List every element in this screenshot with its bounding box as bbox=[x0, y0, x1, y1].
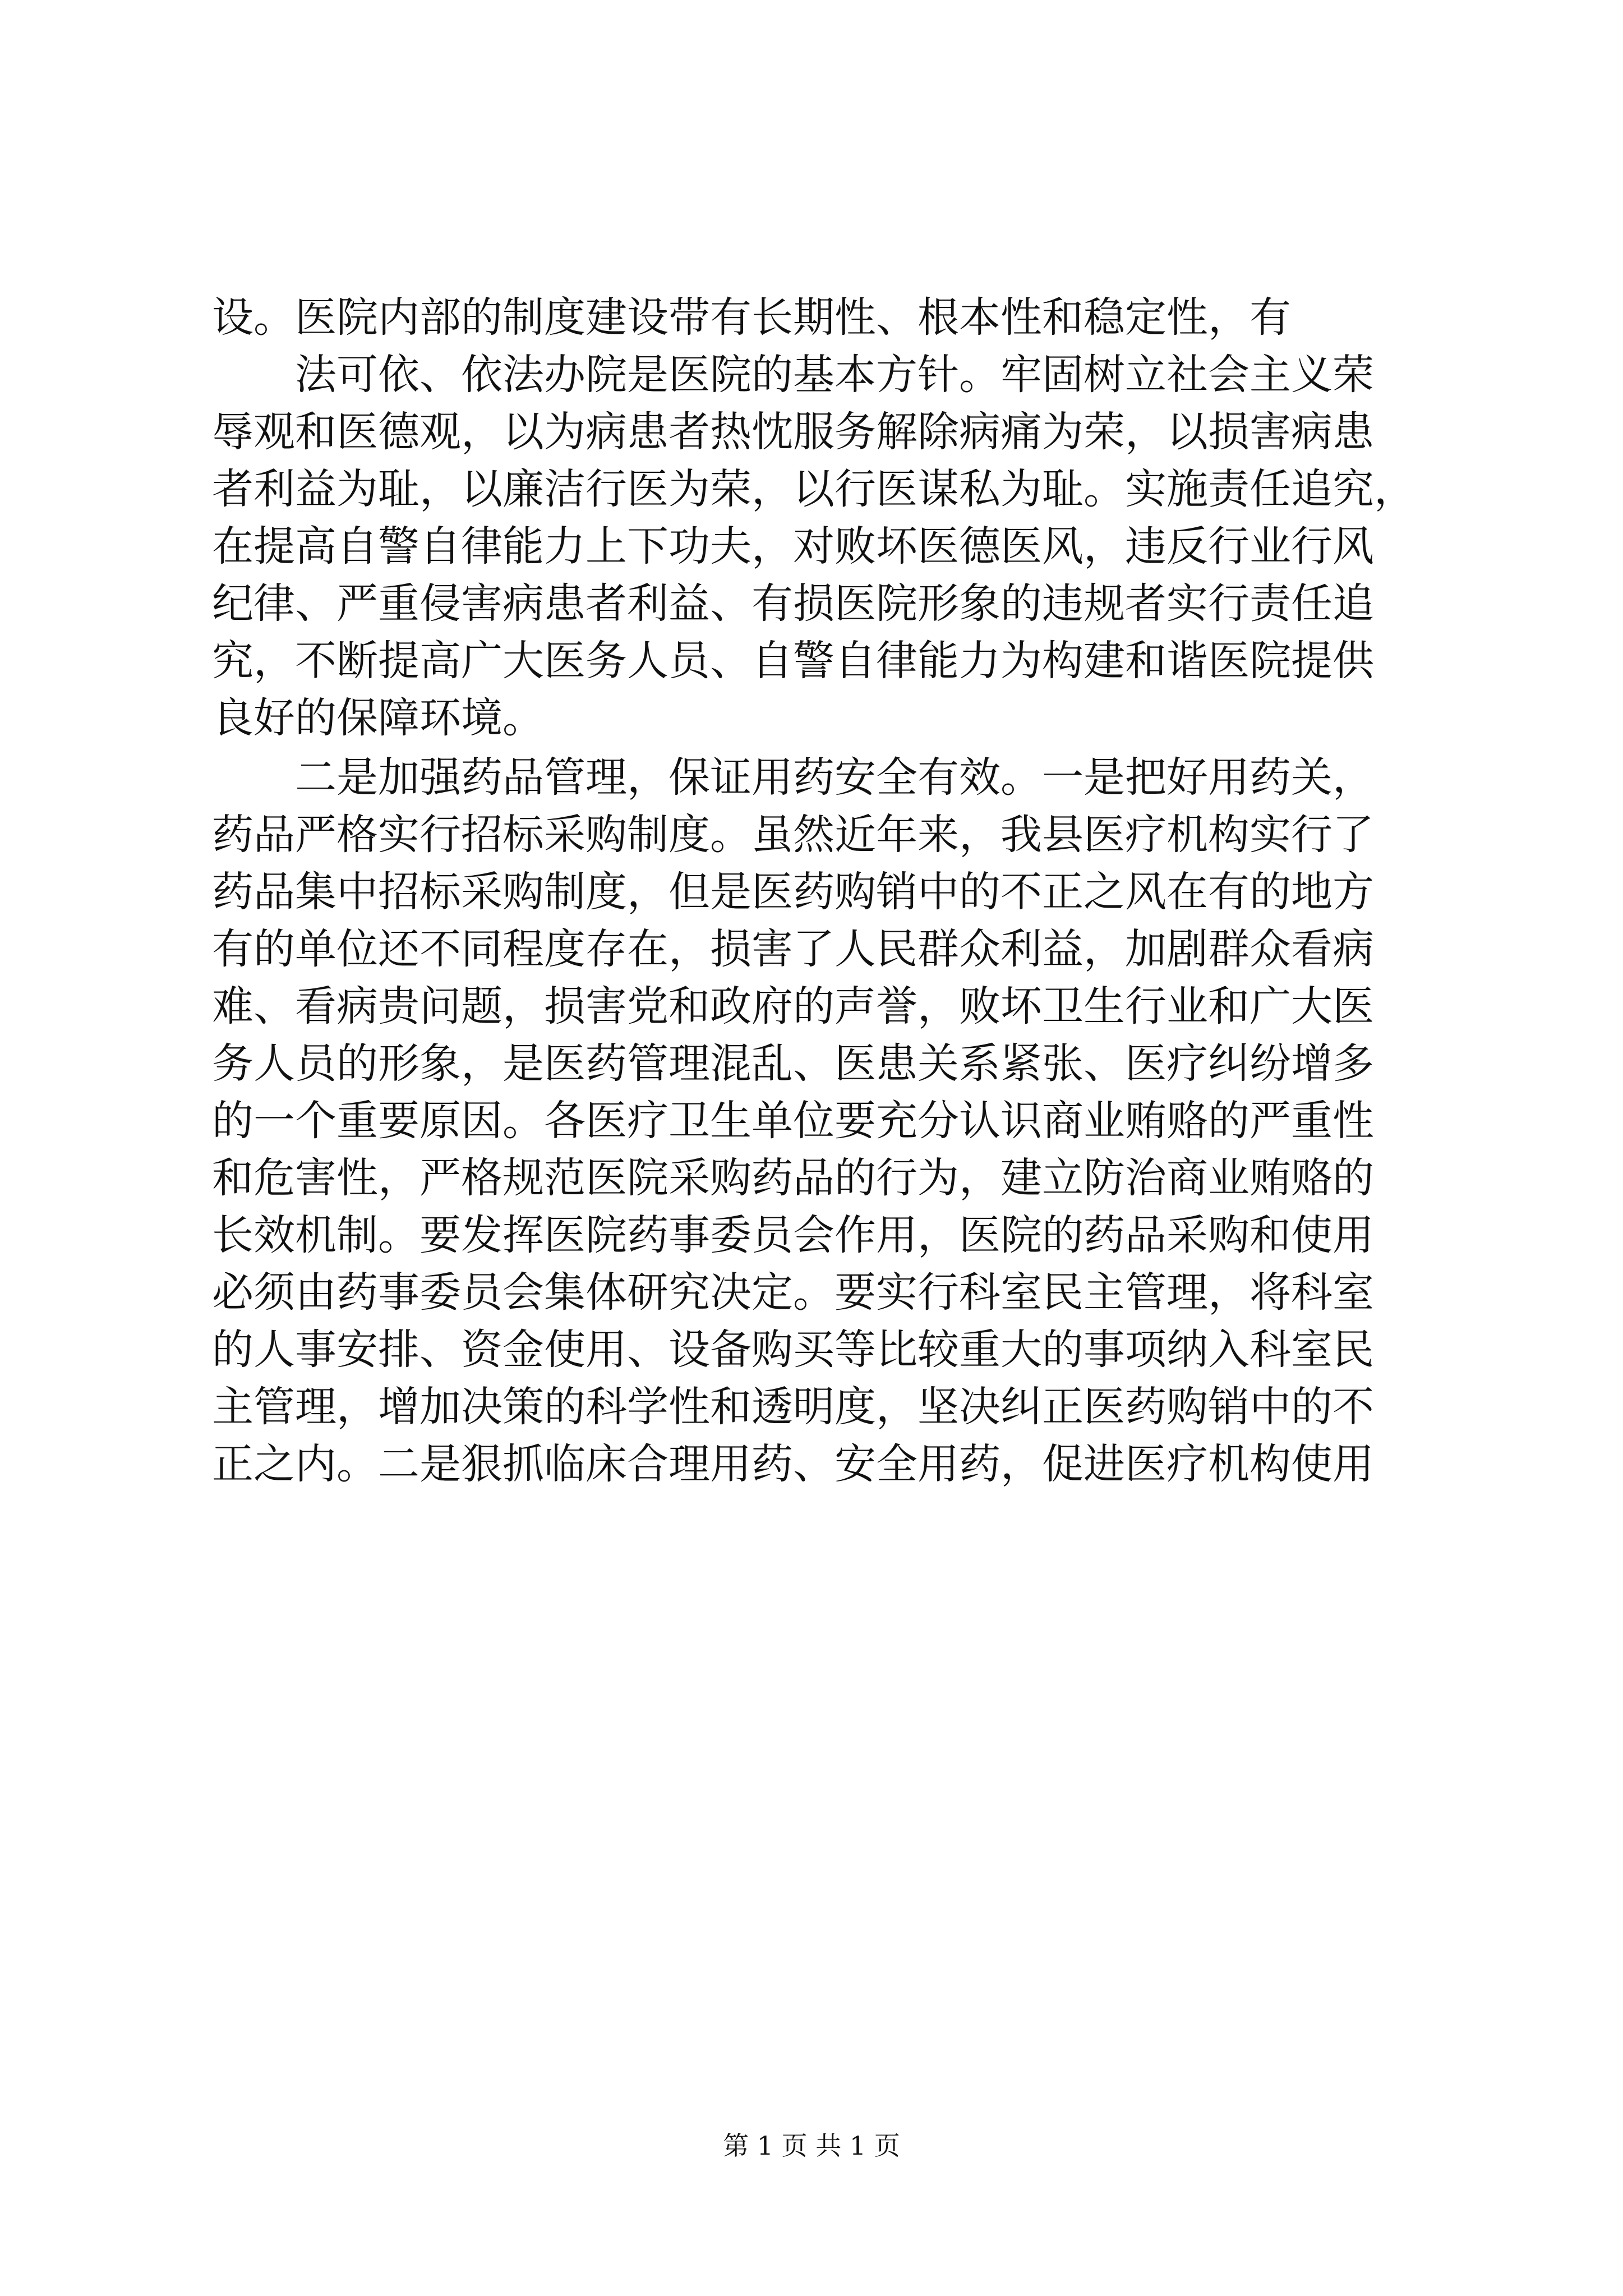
text-line: 法可依、依法办院是医院的基本方针。牢固树立社会主义荣 bbox=[295, 351, 1374, 399]
page-number-footer: 第 1 页 共 1 页 bbox=[723, 2131, 900, 2161]
text-line: 辱观和医德观，以为病患者热忱服务解除病痛为荣，以损害病患 bbox=[212, 408, 1374, 456]
text-line: 设。医院内部的制度建设带有长期性、根本性和稳定性，有 bbox=[212, 293, 1291, 342]
text-line: 在提高自警自律能力上下功夫，对败坏医德医风，违反行业行风 bbox=[212, 522, 1374, 570]
text-line: 者利益为耻，以廉洁行医为荣，以行医谋私为耻。实施责任追究， bbox=[212, 465, 1415, 513]
document-body bbox=[212, 289, 1418, 1493]
text-line: 主管理，增加决策的科学性和透明度，坚决纠正医药购销中的不 bbox=[212, 1383, 1374, 1431]
text-line: 二是加强药品管理，保证用药安全有效。一是把好用药关， bbox=[295, 753, 1374, 802]
text-line: 的一个重要原因。各医疗卫生单位要充分认识商业贿赂的严重性 bbox=[212, 1097, 1374, 1145]
text-line: 难、看病贵问题，损害党和政府的声誉，败坏卫生行业和广大医 bbox=[212, 982, 1374, 1030]
text-line: 必须由药事委员会集体研究决定。要实行科室民主管理，将科室 bbox=[212, 1268, 1374, 1317]
text-line: 的人事安排、资金使用、设备购买等比较重大的事项纳入科室民 bbox=[212, 1326, 1374, 1374]
text-line: 长效机制。要发挥医院药事委员会作用，医院的药品采购和使用 bbox=[212, 1211, 1374, 1259]
text-line: 有的单位还不同程度存在，损害了人民群众利益，加剧群众看病 bbox=[212, 925, 1374, 973]
text-line: 药品严格实行招标采购制度。虽然近年来，我县医疗机构实行了 bbox=[212, 811, 1374, 859]
text-line: 究，不断提高广大医务人员、自警自律能力为构建和谐医院提供 bbox=[212, 637, 1374, 685]
text-line: 药品集中招标采购制度，但是医药购销中的不正之风在有的地方 bbox=[212, 868, 1374, 916]
text-line: 和危害性，严格规范医院采购药品的行为，建立防治商业贿赂的 bbox=[212, 1154, 1374, 1202]
text-line: 务人员的形象，是医药管理混乱、医患关系紧张、医疗纠纷增多 bbox=[212, 1039, 1374, 1088]
text-line: 正之内。二是狠抓临床合理用药、安全用药，促进医疗机构使用 bbox=[212, 1440, 1374, 1488]
text-line: 良好的保障环境。 bbox=[212, 694, 544, 742]
text-line: 纪律、严重侵害病患者利益、有损医院形象的违规者实行责任追 bbox=[212, 579, 1374, 628]
